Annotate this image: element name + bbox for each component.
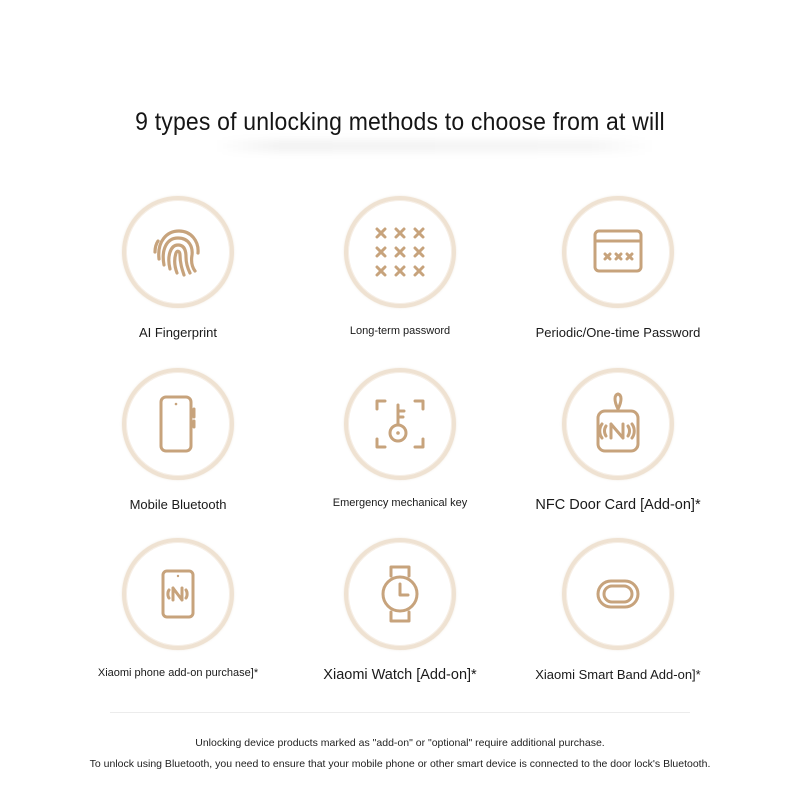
method-icon-circle xyxy=(562,368,674,480)
method-label: AI Fingerprint xyxy=(138,325,218,340)
method-label: Xiaomi phone add-on purchase]* xyxy=(97,667,259,679)
method-label: Long-term password xyxy=(349,325,451,337)
password-screen-icon xyxy=(585,219,651,285)
method-nfc-door-card xyxy=(508,368,728,513)
fingerprint-icon xyxy=(145,219,211,285)
method-label: Emergency mechanical key xyxy=(332,497,468,509)
smart-band-icon xyxy=(585,561,651,627)
method-long-term-password xyxy=(290,196,510,337)
method-xiaomi-phone xyxy=(68,538,288,679)
method-mobile-bluetooth xyxy=(68,368,288,512)
method-icon-circle xyxy=(122,538,234,650)
method-icon-circle xyxy=(562,196,674,308)
method-icon-circle xyxy=(344,538,456,650)
method-label: Xiaomi Smart Band Add-on]* xyxy=(535,667,701,682)
method-xiaomi-smart-band xyxy=(508,538,728,682)
method-xiaomi-watch xyxy=(290,538,510,683)
method-label: Xiaomi Watch [Add-on]* xyxy=(323,667,477,683)
nfc-phone-icon xyxy=(145,561,211,627)
method-ai-fingerprint xyxy=(68,196,288,340)
nfc-card-icon xyxy=(585,391,651,457)
method-icon-circle xyxy=(344,368,456,480)
method-icon-circle xyxy=(344,196,456,308)
footnote-bluetooth: To unlock using Bluetooth, you need to ensure that your mobile phone or other smart device is connected to the door lock's Bluetooth. xyxy=(89,758,711,770)
method-mechanical-key xyxy=(290,368,510,509)
footnote-addon: Unlocking device products marked as "add-on" or "optional" require additional purchase. xyxy=(195,737,605,749)
mechanical-key-icon xyxy=(367,391,433,457)
method-label: NFC Door Card [Add-on]* xyxy=(535,497,701,513)
page-title: 9 types of unlocking methods to choose from at will xyxy=(135,108,665,136)
method-label: Periodic/One-time Password xyxy=(535,325,701,340)
method-icon-circle xyxy=(122,368,234,480)
method-label: Mobile Bluetooth xyxy=(129,497,227,512)
divider xyxy=(110,712,690,713)
title-shadow xyxy=(215,140,655,152)
method-icon-circle xyxy=(562,538,674,650)
watch-icon xyxy=(367,561,433,627)
keypad-icon xyxy=(367,219,433,285)
method-icon-circle xyxy=(122,196,234,308)
mobile-phone-icon xyxy=(145,391,211,457)
method-periodic-password xyxy=(508,196,728,340)
